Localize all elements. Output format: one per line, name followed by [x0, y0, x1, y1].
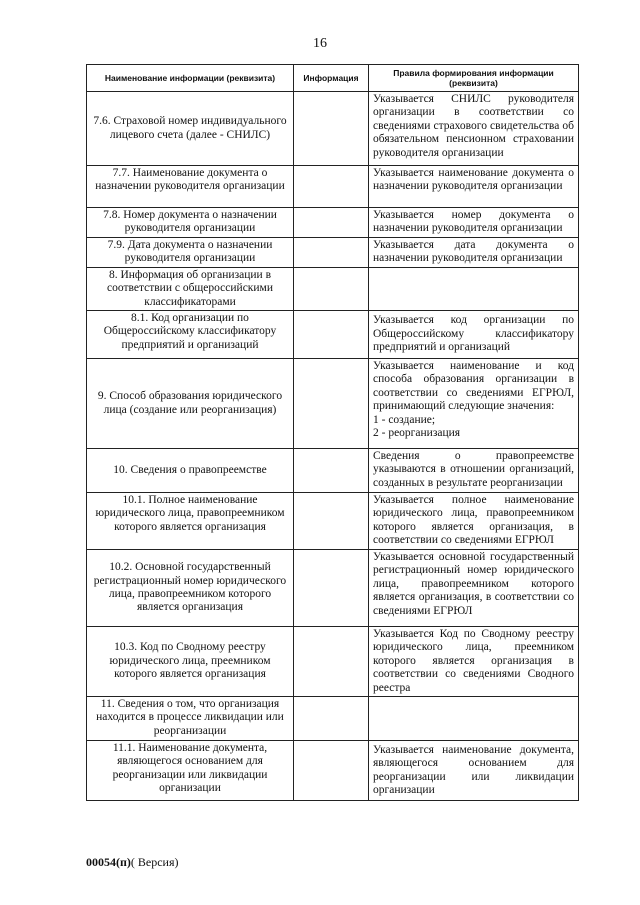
row-info: [294, 627, 369, 697]
row-rules: [369, 697, 579, 741]
row-info: [294, 493, 369, 550]
row-info: [294, 359, 369, 449]
row-rules: Указывается наименование документа о назначении руководителя организации: [369, 166, 579, 208]
table-row: [87, 493, 579, 550]
row-info: [294, 166, 369, 208]
table-row: [87, 237, 579, 267]
row-name: 11. Сведения о том, что организация находится в процессе ликвидации или реорганизации: [87, 697, 294, 741]
row-rules: Указывается дата документа о назначении руководителя организации: [369, 237, 579, 267]
row-info: [294, 741, 369, 801]
row-name: 10.2. Основной государственный регистрационный номер юридического лица, правопреемником которого является организация: [87, 550, 294, 627]
row-info: [294, 550, 369, 627]
row-rules: Указывается Код по Сводному реестру юридического лица, преемником которого является организация в соответствии со сведениями Сводного реестра: [369, 627, 579, 697]
row-name: 11.1. Наименование документа, являющегося основанием для реорганизации или ликвидации организации: [87, 741, 294, 801]
table-row: [87, 359, 579, 449]
table-row: [87, 92, 579, 166]
row-info: [294, 208, 369, 238]
requisites-table: [86, 64, 579, 801]
table-row: [87, 166, 579, 208]
row-rules: Сведения о правопреемстве указываются в отношении организаций, созданных в результате реорганизации: [369, 449, 579, 493]
row-name: 8.1. Код организации по Общероссийскому классификатору предприятий и организаций: [87, 311, 294, 359]
document-version: ( Версия): [130, 855, 179, 869]
row-rules: Указывается СНИЛС руководителя организации в соответствии со сведениями страхового свидетельства об обязательном пенсионном страховании руководителя организации: [369, 92, 579, 166]
table-row: [87, 267, 579, 310]
row-name: 10.1. Полное наименование юридического лица, правопреемником которого является организация: [87, 493, 294, 550]
row-info: [294, 237, 369, 267]
row-rules: Указывается номер документа о назначении руководителя организации: [369, 208, 579, 238]
row-rules: [369, 267, 579, 310]
row-rules: Указывается полное наименование юридического лица, правопреемником которого является организация, в соответствии со сведениями ЕГРЮЛ: [369, 493, 579, 550]
table-row: [87, 741, 579, 801]
row-name: 10. Сведения о правопреемстве: [87, 449, 294, 493]
row-name: 7.6. Страховой номер индивидуального лицевого счета (далее - СНИЛС): [87, 92, 294, 166]
row-info: [294, 92, 369, 166]
document-code: 00054(п): [86, 855, 131, 869]
row-rules-text: Указывается наименование и код способа образования организации в соответствии со сведениями ЕГРЮЛ, принимающий следующие значения:: [373, 360, 574, 413]
header-rules: Правила формирования информации (реквизита): [369, 65, 579, 92]
row-rules: Указывается код организации по Общероссийскому классификатору предприятий и организаций: [369, 311, 579, 359]
table-row: [87, 697, 579, 741]
row-name: 7.9. Дата документа о назначении руководителя организации: [87, 237, 294, 267]
row-rules: Указывается наименование документа, являющегося основанием для реорганизации или ликвидации организации: [369, 741, 579, 801]
row-rules: [369, 359, 579, 449]
rules-option: 2 - реорганизация: [373, 427, 461, 440]
row-info: [294, 449, 369, 493]
row-name: 7.8. Номер документа о назначении руководителя организации: [87, 208, 294, 238]
page-number: 16: [313, 36, 327, 51]
row-name: 7.7. Наименование документа о назначении руководителя организации: [87, 166, 294, 208]
table-row: [87, 449, 579, 493]
table-row: [87, 627, 579, 697]
table-header-row: [87, 65, 579, 92]
row-name: 8. Информация об организации в соответствии с общероссийскими классификаторами: [87, 267, 294, 310]
row-name: 10.3. Код по Сводному реестру юридического лица, преемником которого является организация: [87, 627, 294, 697]
document-footer: [86, 855, 179, 870]
table-row: [87, 208, 579, 238]
table-row: [87, 311, 579, 359]
header-name: Наименование информации (реквизита): [87, 65, 294, 92]
row-info: [294, 311, 369, 359]
row-rules: Указывается основной государственный регистрационный номер юридического лица, правопреемником которого является организация, в соответствии со сведениями ЕГРЮЛ: [369, 550, 579, 627]
row-info: [294, 697, 369, 741]
row-info: [294, 267, 369, 310]
header-info: Информация: [294, 65, 369, 92]
rules-option: 1 - создание;: [373, 413, 436, 426]
table-row: [87, 550, 579, 627]
row-name: 9. Способ образования юридического лица (создание или реорганизация): [87, 359, 294, 449]
